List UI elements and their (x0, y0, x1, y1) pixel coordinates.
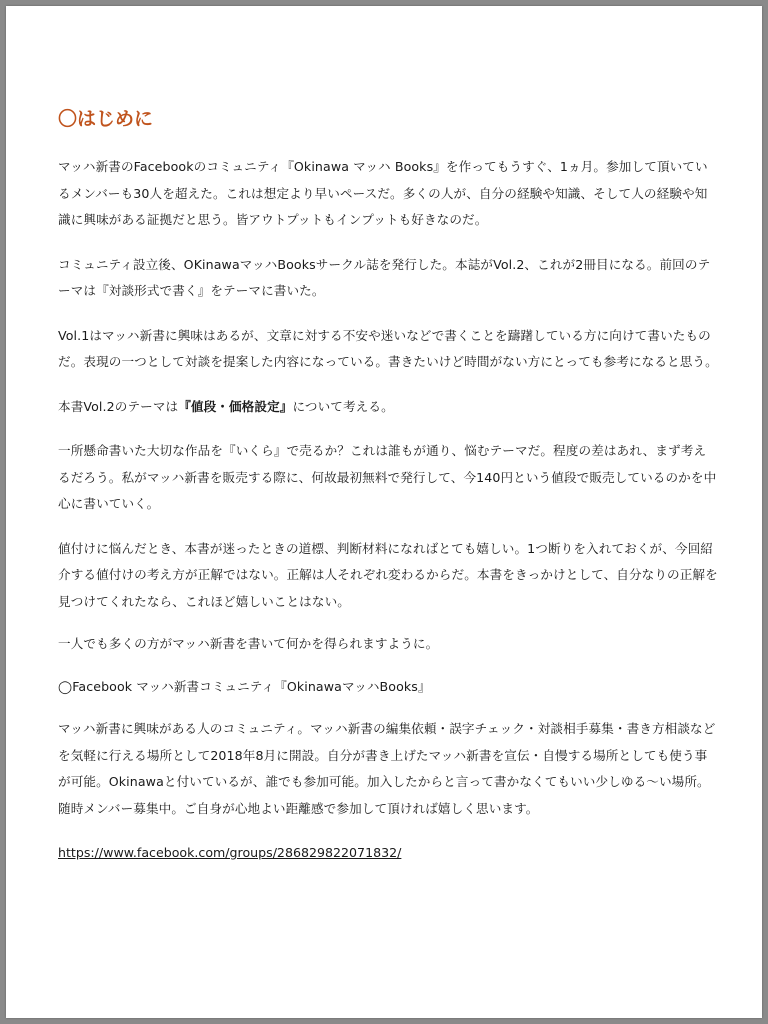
paragraph-wish: 一人でも多くの方がマッハ新書を書いて何かを得られますように。 (58, 636, 439, 651)
paragraph-community-description: マッハ新書に興味がある人のコミュニティ。マッハ新書の編集依頼・誤字チェック・対談相手募集・書き方相談などを気軽に行える場所として2018年8月に開設。自分が書き上げたマッハ新書を宣伝・自慢する場所としても使う事が可能。Okinawaと付いているが、誰でも参加可能。加入したからと言って書かなくてもいい少しゆる〜い場所。随時メンバー募集中。ご自身が心地よい距離感で参加して頂ければ嬉しく思います。 (58, 721, 716, 816)
paragraph-intro: マッハ新書のFacebookのコミュニティ『Okinawa マッハ Books』を作ってもうすぐ、1ヵ月。参加して頂いているメンバーも30人を超えた。これは想定より早いペースだ。多くの人が、自分の経験や知識、そして人の経験や知識に興味がある証拠だと思う。皆アウトプットもインプットも好きなのだ。 (58, 159, 708, 227)
paragraph-circle-magazine: コミュニティ設立後、OKinawaマッハBooksサークル誌を発行した。本誌がVol.2、これが2冊目になる。前回のテーマは『対談形式で書く』をテーマに書いた。 (58, 256, 711, 298)
document-content (58, 106, 718, 866)
theme-text-bold: 『値段・価格設定』 (178, 398, 293, 414)
paragraph-vol1: Vol.1はマッハ新書に興味はあるが、文章に対する不安や迷いなどで書くことを躊躇している方に向けて書いたものだ。表現の一つとして対談を提案した内容になっている。書きたいけど時間がない方にとっても参考になると思う。 (58, 327, 718, 369)
document-page (6, 6, 762, 1018)
paragraph-community-title: ◯Facebook マッハ新書コミュニティ『OkinawaマッハBooks』 (58, 678, 431, 694)
theme-text-after: について考える。 (292, 398, 394, 414)
section-heading: 〇はじめに (58, 108, 154, 130)
paragraph-vol2-theme (58, 394, 718, 421)
paragraph-guide: 値付けに悩んだとき、本書が迷ったときの道標、判断材料になればとても嬉しい。1つ断りを入れておくが、今回紹介する値付けの考え方が正解ではない。正解は人それぞれ変わるからだ。本書をきっかけとして、自分なりの正解を見つけてくれたなら、これほど嬉しいことはない。 (58, 540, 718, 609)
paragraph-pricing: 一所懸命書いた大切な作品を『いくら』で売るか？これは誰もが通り、悩むテーマだ。程度の差はあれ、まず考えるだろう。私がマッハ新書を販売する際に、何故最初無料で発行して、今140円という値段で販売しているのかを中心に書いていく。 (58, 443, 717, 511)
theme-text-before: 本書Vol.2のテーマは (58, 398, 179, 414)
facebook-group-link[interactable]: https://www.facebook.com/groups/286829822071832/ (58, 845, 402, 860)
